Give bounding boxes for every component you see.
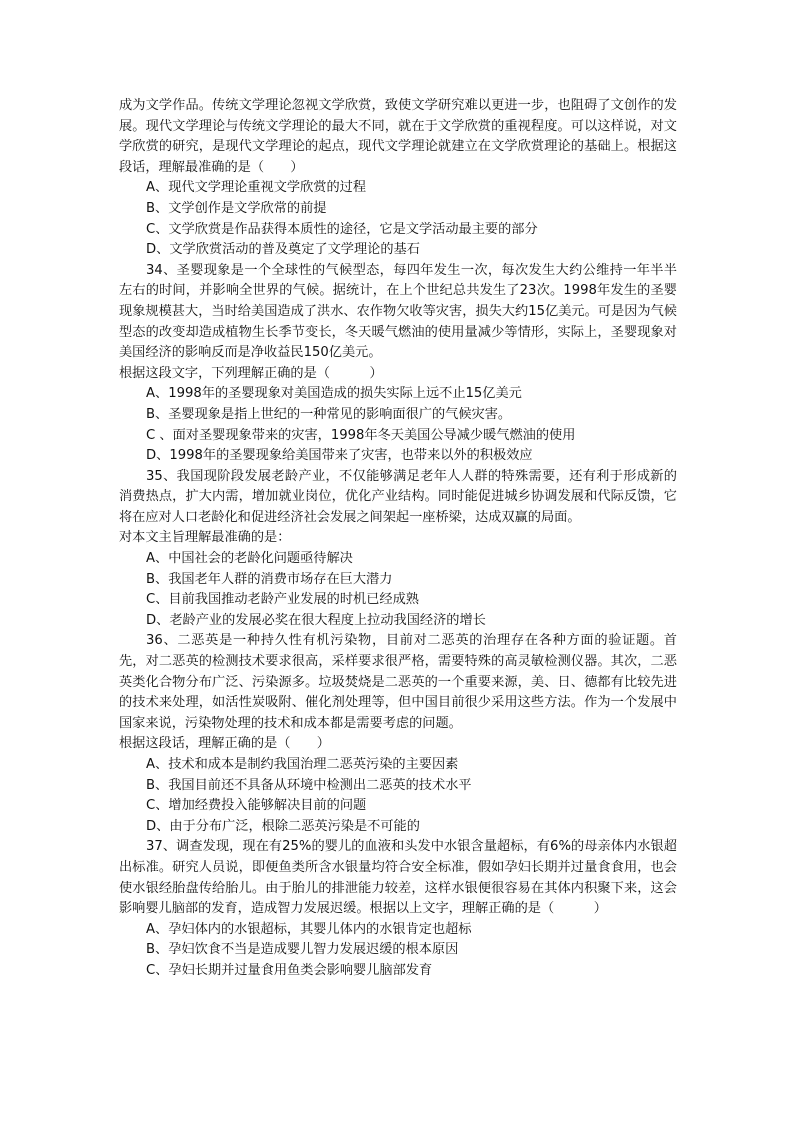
- option-35-d: D、老龄产业的发展必奖在很大程度上拉动我国经济的增长: [146, 612, 486, 628]
- option-33-b: B、文学创作是文学欣常的前提: [146, 200, 327, 216]
- option-37-b: B、孕妇饮食不当是造成婴儿智力发展迟缓的根本原因: [146, 942, 459, 958]
- option-34-b: B、圣婴现象是指上世纪的一种常见的影响面很广的气候灾害。: [146, 406, 512, 422]
- option-33-d: D、文学欣赏活动的普及奠定了文学理论的基石: [146, 242, 420, 258]
- option-35-b: B、我国老年人群的消费市场存在巨大潜力: [146, 571, 393, 587]
- document-body: [119, 96, 677, 982]
- option-34-d: D、1998年的圣婴现象给美国带来了灾害，也带来以外的积极效应: [146, 448, 533, 464]
- option-36-d: D、由于分布广泛，根除二恶英污染是不可能的: [146, 818, 420, 834]
- question-35-prompt: 对本文主旨理解最准确的是：: [119, 530, 291, 546]
- paragraph-question-34: 34、圣婴现象是一个全球性的气候型态，每四年发生一次，每次发生大约公维持一年半半左右的时间，并影响全世界的气候。据统计，在上个世纪总共发生了23次。1998年发生的圣婴现象规模甚大，当时给美国造成了洪水、农作物欠收等灾害，损失大约15亿美元。可是因为气候型态的改变却造成植物生长季节变长，冬天暖气燃油的使用量减少等情形，实际上，圣婴现象对美国经济的影响反而是净收益民150亿美元。: [119, 262, 677, 361]
- paragraph-question-37: 37、调查发现，现在有25%的婴儿的血液和头发中水银含量超标，有6%的母亲体内水银超出标准。研究人员说，即便鱼类所含水银量均符合安全标准，假如孕妇长期并过量食食用，也会使水银经胎盘传给胎儿。由于胎儿的排泄能力较差，这样水银便很容易在其体内积聚下来，这会影响婴儿脑部的发育，造成智力发展迟缓。根据以上文字，理解正确的是（ ）: [119, 839, 677, 917]
- option-36-b: B、我国目前还不具备从环境中检测出二恶英的技术水平: [146, 777, 472, 793]
- option-35-a: A、中国社会的老龄化问题亟待解决: [146, 551, 353, 567]
- option-33-c: C、文学欣赏是作品获得本质性的途径，它是文学活动最主要的部分: [146, 221, 538, 237]
- option-37-a: A、孕妇体内的水银超标，其婴儿体内的水银肯定也超标: [146, 921, 472, 937]
- paragraph-passage-33: 成为文学作品。传统文学理论忽视文学欣赏，致使文学研究难以更进一步，也阻碍了文创作的发展。现代文学理论与传统文学理论的最大不同，就在于文学欣赏的重视程度。可以这样说，对文学欣赏的研究，是现代文学理论的起点，现代文学理论就建立在文学欣赏理论的基础上。根据这段话，理解最准确的是（ ）: [119, 98, 677, 175]
- option-33-a: A、现代文学理论重视文学欣赏的过程: [146, 180, 367, 196]
- question-34-prompt: 根据这段文字，下列理解正确的是（ ）: [119, 365, 383, 381]
- option-35-c: C、目前我国推动老龄产业发展的时机已经成熟: [146, 592, 419, 608]
- question-36-prompt: 根据这段话，理解正确的是（ ）: [119, 736, 330, 752]
- paragraph-question-35: 35、我国现阶段发展老龄产业，不仅能够满足老年人人群的特殊需要，还有利于形成新的消费热点，扩大内需，增加就业岗位，优化产业结构。同时能促进城乡协调发展和代际反馈，它将在应对人口老龄化和促进经济社会发展之间架起一座桥梁，达成双赢的局面。: [119, 468, 677, 525]
- paragraph-question-36: 36、二恶英是一种持久性有机污染物，目前对二恶英的治理存在各种方面的验证题。首先，对二恶英的检测技术要求很高，采样要求很严格，需要特殊的高灵敏检测仪器。其次，二恶英类化合物分布广泛、污染源多。垃圾焚烧是二恶英的一个重要来源，美、日、德都有比较先进的技术来处理，如活性炭吸附、催化剂处理等，但中国目前很少采用这些方法。作为一个发展中国家来说，污染物处理的技术和成本都是需要考虑的问题。: [119, 633, 677, 731]
- option-37-c: C、孕妇长期并过量食用鱼类会影响婴儿脑部发育: [146, 962, 433, 978]
- option-34-c: C 、面对圣婴现象带来的灾害，1998年冬天美国公导减少暖气燃油的使用: [146, 427, 576, 443]
- option-34-a: A、1998年的圣婴现象对美国造成的损失实际上远不止15亿美元: [146, 386, 522, 402]
- option-36-a: A、技术和成本是制约我国治理二恶英污染的主要因素: [146, 757, 459, 772]
- option-36-c: C、增加经费投入能够解决目前的问题: [146, 798, 367, 814]
